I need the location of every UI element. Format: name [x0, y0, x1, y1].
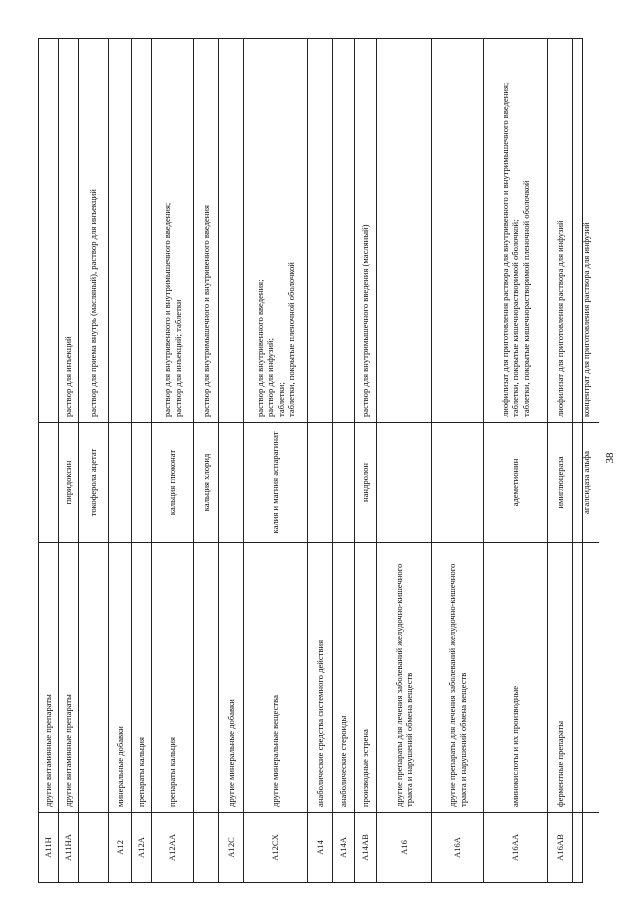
group-name: другие минеральные вещества: [244, 542, 307, 812]
dosage-forms: раствор для внутримышечного и внутривенного введения: [200, 205, 211, 417]
atc-code: A11HA: [59, 812, 78, 882]
dosage-forms: [39, 39, 58, 422]
drug-name: калия и магния аспарагинат: [244, 422, 307, 542]
drug-name: кальция хлорид: [194, 422, 218, 542]
dosage-forms: концентрат для приготовления раствора для инфузий: [580, 222, 591, 417]
group-name: производные эстрена: [355, 542, 376, 812]
atc-code: A14A: [333, 812, 354, 882]
table-row: [152, 39, 194, 882]
drug-name: [39, 422, 58, 542]
page-number: 38: [604, 452, 616, 464]
drug-name: [377, 422, 431, 542]
atc-code: A16AB: [548, 812, 572, 882]
table-row: [548, 39, 573, 882]
table-row: [432, 39, 484, 882]
dosage-forms: [109, 39, 131, 422]
table-row: [573, 39, 599, 882]
table-row: [244, 39, 308, 882]
table-row: [484, 39, 548, 882]
dosage-forms: [308, 39, 332, 422]
drug-name: [132, 422, 151, 542]
drug-name: [109, 422, 131, 542]
group-name: другие витаминные препараты: [39, 542, 58, 812]
dosage-forms: [132, 39, 151, 422]
atc-code: [194, 812, 218, 882]
group-name: препараты кальция: [132, 542, 151, 812]
drug-name: [308, 422, 332, 542]
atc-code: A14AB: [355, 812, 376, 882]
atc-code: [79, 812, 108, 882]
group-name: другие минеральные добавки: [219, 542, 243, 812]
drug-name: нандролон: [355, 422, 376, 542]
group-name: анаболические средства системного действия: [308, 542, 332, 812]
atc-code: A16A: [432, 812, 483, 882]
atc-code: A12CX: [244, 812, 307, 882]
dosage-forms: раствор для приема внутрь (масляный), раствор для инъекций: [88, 189, 99, 417]
drug-name: [219, 422, 243, 542]
drug-name: агалсидаза альфа: [573, 422, 599, 542]
drug-name: пиридоксин: [59, 422, 78, 542]
atc-code: [573, 812, 599, 882]
drug-name: [333, 422, 354, 542]
table-row: [355, 39, 377, 882]
group-name: аминокислоты и их производные: [484, 542, 547, 812]
dosage-forms: раствор для инъекций: [63, 336, 74, 417]
table-row: [79, 39, 109, 882]
table-row: [39, 39, 59, 882]
dosage-forms: раствор для внутривенного введения; раствор для инфузий; таблетки; таблетки, покрытые пленочной оболочкой: [254, 262, 296, 417]
atc-code: A16: [377, 812, 431, 882]
table-row: [308, 39, 333, 882]
dosage-forms: [333, 39, 354, 422]
group-name: другие препараты для лечения заболеваний желудочно-кишечного тракта и нарушений обмена веществ: [377, 542, 431, 812]
drug-name: [432, 422, 483, 542]
atc-code: A12AA: [152, 812, 193, 882]
group-name: минеральные добавки: [109, 542, 131, 812]
dosage-forms: лиофилизат для приготовления раствора для внутривенного и внутримышечного введения; таблетки, покрытые кишечнорастворимой оболочкой; таблетки, покрытые кишечнорастворимой пленочной оболочкой: [499, 82, 531, 417]
atc-code: A11H: [39, 812, 58, 882]
group-name: [573, 542, 599, 812]
group-name: [79, 542, 108, 812]
atc-code: A12A: [132, 812, 151, 882]
group-name: другие витаминные препараты: [59, 542, 78, 812]
atc-code: A12C: [219, 812, 243, 882]
table-row: [109, 39, 132, 882]
atc-code: A14: [308, 812, 332, 882]
table-row: [333, 39, 355, 882]
group-name: препараты кальция: [152, 542, 193, 812]
drug-name: кальция глюконат: [152, 422, 193, 542]
dosage-forms: лиофилизат для приготовления раствора для инфузий: [554, 220, 565, 417]
drug-name: имиглюцераза: [548, 422, 572, 542]
table-row: [59, 39, 79, 882]
dosage-forms: раствор для внутривенного и внутримышечного введения; раствор для инъекций; таблетки: [162, 202, 183, 417]
dosage-forms: [377, 39, 431, 422]
dosage-forms: [219, 39, 243, 422]
atc-code: A16AA: [484, 812, 547, 882]
drug-name: адеметионин: [484, 422, 547, 542]
group-name: другие препараты для лечения заболеваний желудочно-кишечного тракта и нарушений обмена веществ: [432, 542, 483, 812]
atc-code: A12: [109, 812, 131, 882]
drug-name: токоферола ацетат: [79, 422, 108, 542]
rotated-table-frame: [38, 38, 591, 883]
table-row: [377, 39, 432, 882]
table-row: [219, 39, 244, 882]
group-name: анаболические стероиды: [333, 542, 354, 812]
table-row: [132, 39, 152, 882]
table-row: [194, 39, 219, 882]
dosage-forms: [432, 39, 483, 422]
dosage-forms: раствор для внутримышечного введения (масляный): [360, 224, 371, 417]
drug-table: [38, 38, 591, 883]
group-name: ферментные препараты: [548, 542, 572, 812]
group-name: [194, 542, 218, 812]
